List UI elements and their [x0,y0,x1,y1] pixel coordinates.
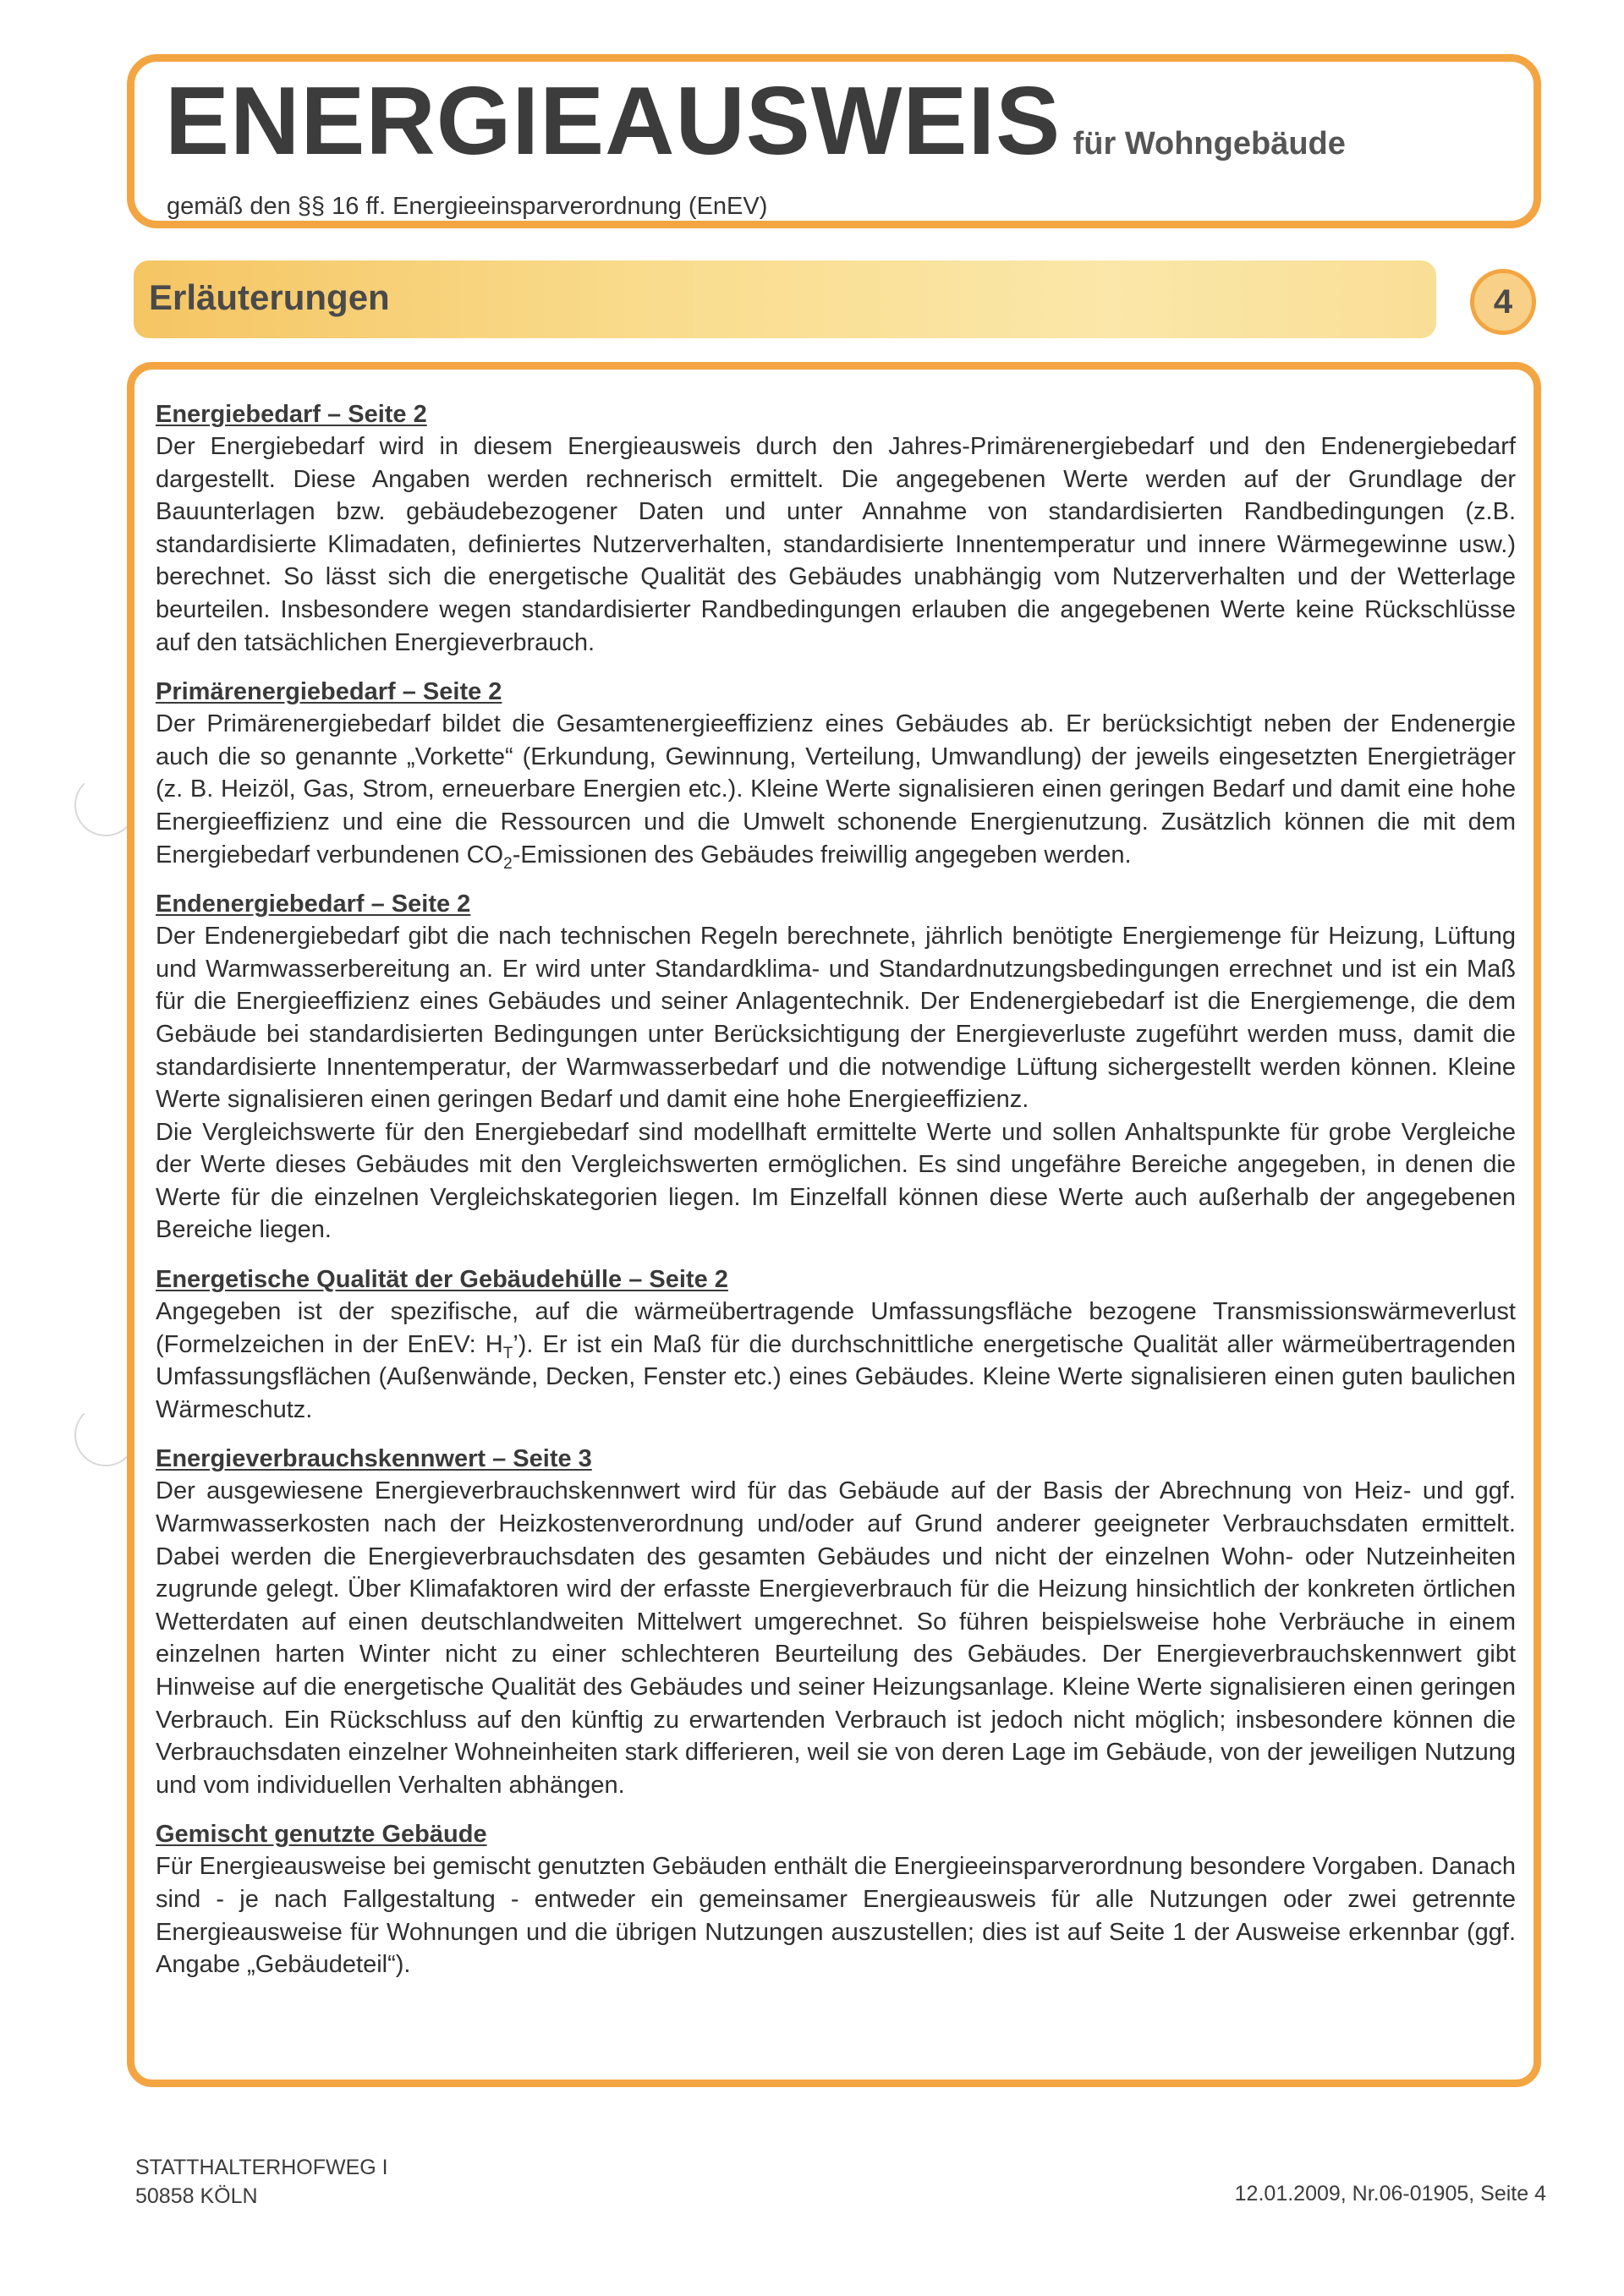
text-part: ’). Er ist ein Maß für die durchschnittliche energetische Qualität aller wärmeübertragenden Umfassungsflächen (Außenwände, Decken, Fenster etc.) eines Gebäudes. Kleine Werte signalisieren einen guten baulichen Wärmeschutz. [156,1330,1517,1423]
section-primaerenergiebedarf [156,676,1516,871]
text-part: -Emissionen des Gebäudes freiwillig angegeben werden. [512,841,1132,869]
section-heading: Primärenergiebedarf – Seite 2 [156,678,502,706]
section-energieverbrauchskennwert [156,1443,1516,1801]
document-subtitle: für Wohngebäude [1073,126,1346,162]
address-street: STATTHALTERHOFWEG I [135,2156,388,2179]
subscript: T [502,1344,513,1362]
section-title: Erläuterungen [149,277,390,317]
content-inner [156,398,1516,1998]
section-text: Der Endenergiebedarf gibt die nach technischen Regeln berechnete, jährlich benötigte Energiemenge für Heizung, Lüftung und Warmwasserbereitung an. Er wird unter Standardklima- und Standardnutzungsbedingungen errechnet und ist ein Maß für die Energieeffizienz eines Gebäudes und seiner Anlagentechnik. Der Endenergiebedarf ist die Energiemenge, die dem Gebäude bei standardisierten Bedingungen unter Berücksichtigung der Energieverluste zugeführt werden muss, damit die standardisierte Innentemperatur, der Warmwasserbedarf und die notwendige Lüftung sichergestellt werden können. Kleine Werte signalisieren einen geringen Bedarf und damit eine hohe Energieeffizienz. [156,923,1516,1114]
section-heading: Energetische Qualität der Gebäudehülle – Seite 2 [156,1266,728,1294]
section-bar [134,260,1436,338]
footer-reference: 12.01.2009, Nr.06-01905, Seite 4 [1234,2182,1546,2206]
text-part: Der Primärenergiebedarf bildet die Gesamtenergieeffizienz eines Gebäudes ab. Er berücksichtigt neben der Endenergie auch die so genannte „Vorkette“ (Erkundung, Gewinnung, Verteilung, Umwandlung) der jeweils eingesetzten Energieträger (z. B. Heizöl, Gas, Strom, erneuerbare Energien etc.). Kleine Werte signalisieren einen geringen Bedarf und damit eine hohe Energieeffizienz und eine die Ressourcen und die Umwelt schonende Energienutzung. Zusätzlich können die mit dem Energiebedarf verbundenen CO [156,710,1516,869]
address-city: 50858 KÖLN [135,2184,258,2208]
section-gemischt-genutzte-gebaeude [156,1818,1516,1981]
content-box [127,362,1541,2087]
text-part: Angegeben ist der spezifische, auf die wärmeübertragende Umfassungsfläche bezogene Transmissionswärmeverlust (Formelzeichen in der EnEV: H [156,1298,1516,1358]
document-title: ENERGIEAUSWEIS [165,68,1062,175]
section-heading: Energiebedarf – Seite 2 [156,401,427,428]
section-endenergiebedarf [156,888,1516,1247]
section-heading: Endenergiebedarf – Seite 2 [156,890,471,918]
page-number-badge: 4 [1470,269,1536,335]
legal-basis: gemäß den §§ 16 ff. Energieeinsparverordnung (EnEV) [167,193,768,220]
section-text [156,708,1516,871]
section-text [156,1296,1516,1426]
section-text: Der Energiebedarf wird in diesem Energieausweis durch den Jahres-Primärenergiebedarf und den Endenergiebedarf dargestellt. Diese Angaben werden rechnerisch ermittelt. Die angegebenen Werte werden auf der Grundlage der Bauunterlagen bzw. gebäudebezogener Daten und unter Annahme von standardisierten Randbedingungen (z.B. standardisierte Klimadaten, definiertes Nutzerverhalten, standardisierte Innentemperatur und innere Wärmegewinne usw.) berechnet. So lässt sich die energetische Qualität des Gebäudes unabhängig vom Nutzerverhalten und der Wetterlage beurteilen. Insbesondere wegen standardisierter Randbedingungen erlauben die angegebenen Werte keine Rückschlüsse auf den tatsächlichen Energieverbrauch. [156,433,1516,656]
section-text: Der ausgewiesene Energieverbrauchskennwert wird für das Gebäude auf der Basis der Abrechnung von Heiz- und ggf. Warmwasserkosten nach der Heizkostenverordnung und/oder auf Grund anderer geeigneter Verbrauchsdaten ermittelt. Dabei werden die Energieverbrauchsdaten des gesamten Gebäudes und nicht der einzelnen Wohn- oder Nutzeinheiten zugrunde gelegt. Über Klimafaktoren wird der erfasste Energieverbrauch für die Heizung hinsichtlich der konkreten örtlichen Wetterdaten auf einen deutschlandweiten Mittelwert umgerechnet. So führen beispielsweise hohe Verbräuche in einem einzelnen harten Winter nicht zu einer schlechteren Beurteilung des Gebäudes. Der Energieverbrauchskennwert gibt Hinweise auf die energetische Qualität des Gebäudes und seiner Heizungsanlage. Kleine Werte signalisieren einen geringen Verbrauch. Ein Rückschluss auf den künftig zu erwartenden Verbrauch ist jedoch nicht möglich; insbesondere können die Verbrauchsdaten einzelner Wohneinheiten stark differieren, weil sie von deren Lage im Gebäude, von der jeweiligen Nutzung und vom individuellen Verhalten abhängen. [156,1477,1516,1799]
section-text: Für Energieausweise bei gemischt genutzten Gebäuden enthält die Energieeinsparverordnung besondere Vorgaben. Danach sind - je nach Fallgestaltung - entweder ein gemeinsamer Energieausweis für alle Nutzungen oder zwei getrennte Energieausweise für Wohnungen und die übrigen Nutzungen auszustellen; dies ist auf Seite 1 der Ausweise erkennbar (ggf. Angabe „Gebäudeteil“). [156,1853,1516,1979]
section-text-comparison: Die Vergleichswerte für den Energiebedarf sind modellhaft ermittelte Werte und sollen Anhaltspunkte für grobe Vergleiche der Werte dieses Gebäudes mit den Vergleichswerten ermöglichen. Es sind ungefähre Bereiche angegeben, in denen die Werte für die einzelnen Vergleichskategorien liegen. Im Einzelfall können diese Werte auch außerhalb der angegebenen Bereiche liegen. [156,1118,1516,1244]
subscript: 2 [503,854,513,873]
header-box [127,54,1541,228]
section-heading: Energieverbrauchskennwert – Seite 3 [156,1445,592,1473]
section-gebaeudehuelle [156,1263,1516,1426]
section-heading: Gemischt genutzte Gebäude [156,1821,487,1849]
footer-address [135,2153,388,2211]
section-energiebedarf [156,398,1516,659]
title-row [165,68,1346,175]
